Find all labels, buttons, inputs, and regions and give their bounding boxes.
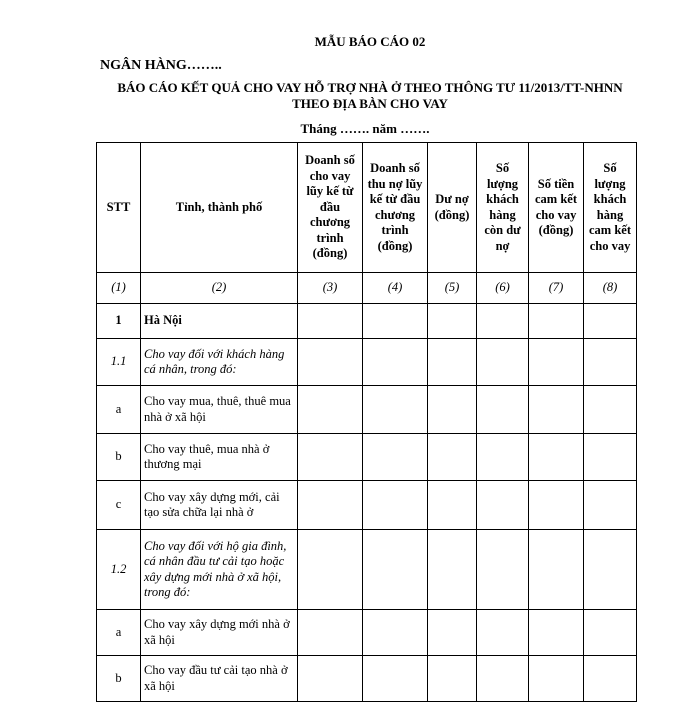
data-cell xyxy=(529,434,584,481)
data-cell xyxy=(428,386,477,434)
data-cell xyxy=(477,434,529,481)
data-cell xyxy=(477,610,529,656)
data-cell xyxy=(298,656,363,702)
data-cell xyxy=(428,339,477,386)
data-cell xyxy=(477,481,529,530)
header-province: Tỉnh, thành phố xyxy=(141,143,298,273)
data-cell xyxy=(298,481,363,530)
data-cell xyxy=(428,656,477,702)
row-name: Cho vay đối với hộ gia đình, cá nhân đầu tư cải tạo hoặc xây dựng mới nhà ở xã hội, trong đó: xyxy=(141,530,298,610)
table-row xyxy=(97,304,637,339)
report-title: BÁO CÁO KẾT QUẢ CHO VAY HỖ TRỢ NHÀ Ở THEO THÔNG TƯ 11/2013/TT-NHNN THEO ĐỊA BÀN CHO VAY xyxy=(117,80,623,111)
column-number-row xyxy=(97,273,637,304)
row-stt: 1.1 xyxy=(97,339,141,386)
col-number: (1) xyxy=(97,273,141,304)
col-number: (6) xyxy=(477,273,529,304)
row-stt: a xyxy=(97,610,141,656)
data-cell xyxy=(298,610,363,656)
row-name: Cho vay đối với khách hàng cá nhân, trong đó: xyxy=(141,339,298,386)
row-stt: a xyxy=(97,386,141,434)
header-row xyxy=(97,143,637,273)
data-cell xyxy=(298,386,363,434)
data-cell xyxy=(428,434,477,481)
row-stt: b xyxy=(97,656,141,702)
data-cell xyxy=(428,610,477,656)
data-cell xyxy=(529,304,584,339)
col-number: (2) xyxy=(141,273,298,304)
data-cell xyxy=(298,530,363,610)
col-number: (3) xyxy=(298,273,363,304)
data-cell xyxy=(428,530,477,610)
table-row xyxy=(97,386,637,434)
data-cell xyxy=(529,610,584,656)
data-cell xyxy=(477,656,529,702)
data-cell xyxy=(298,434,363,481)
data-cell xyxy=(529,530,584,610)
data-cell xyxy=(529,481,584,530)
header-debt-collection: Doanh số thu nợ lũy kế từ đầu chương trình (đồng) xyxy=(363,143,428,273)
data-cell xyxy=(477,304,529,339)
data-cell xyxy=(584,339,637,386)
data-cell xyxy=(363,339,428,386)
data-cell xyxy=(477,530,529,610)
row-stt: 1.2 xyxy=(97,530,141,610)
header-committed-amount: Số tiền cam kết cho vay (đồng) xyxy=(529,143,584,273)
report-table xyxy=(96,142,637,702)
data-cell xyxy=(584,434,637,481)
data-cell xyxy=(363,530,428,610)
header-loan-turnover: Doanh số cho vay lũy kế từ đầu chương trình (đồng) xyxy=(298,143,363,273)
table-row xyxy=(97,434,637,481)
row-name: Hà Nội xyxy=(141,304,298,339)
header-stt: STT xyxy=(97,143,141,273)
data-cell xyxy=(584,610,637,656)
data-cell xyxy=(584,656,637,702)
data-cell xyxy=(584,304,637,339)
table-row xyxy=(97,610,637,656)
table-row xyxy=(97,530,637,610)
data-cell xyxy=(529,339,584,386)
report-period: Tháng ……. năm ……. xyxy=(300,121,430,136)
header-outstanding: Dư nợ (đồng) xyxy=(428,143,477,273)
col-number: (5) xyxy=(428,273,477,304)
row-name: Cho vay xây dựng mới nhà ở xã hội xyxy=(141,610,298,656)
data-cell xyxy=(363,481,428,530)
col-number: (8) xyxy=(584,273,637,304)
row-name: Cho vay xây dựng mới, cải tạo sửa chữa lại nhà ở xyxy=(141,481,298,530)
table-row xyxy=(97,481,637,530)
data-cell xyxy=(428,481,477,530)
table-row xyxy=(97,656,637,702)
data-cell xyxy=(363,656,428,702)
col-number: (4) xyxy=(363,273,428,304)
form-code: MẪU BÁO CÁO 02 xyxy=(314,34,426,49)
col-number: (7) xyxy=(529,273,584,304)
data-cell xyxy=(584,530,637,610)
row-stt: c xyxy=(97,481,141,530)
header-committed-customers: Số lượng khách hàng cam kết cho vay xyxy=(584,143,637,273)
data-cell xyxy=(529,656,584,702)
data-cell xyxy=(584,386,637,434)
data-cell xyxy=(363,304,428,339)
data-cell xyxy=(363,434,428,481)
data-cell xyxy=(298,304,363,339)
row-name: Cho vay thuê, mua nhà ở thương mại xyxy=(141,434,298,481)
row-name: Cho vay đầu tư cải tạo nhà ở xã hội xyxy=(141,656,298,702)
data-cell xyxy=(298,339,363,386)
row-stt: 1 xyxy=(97,304,141,339)
data-cell xyxy=(363,386,428,434)
table-row xyxy=(97,339,637,386)
row-stt: b xyxy=(97,434,141,481)
data-cell xyxy=(477,386,529,434)
data-cell xyxy=(428,304,477,339)
bank-name-line: NGÂN HÀNG…….. xyxy=(100,58,222,73)
header-customers-outstanding: Số lượng khách hàng còn dư nợ xyxy=(477,143,529,273)
data-cell xyxy=(529,386,584,434)
data-cell xyxy=(477,339,529,386)
data-cell xyxy=(363,610,428,656)
row-name: Cho vay mua, thuê, thuê mua nhà ở xã hội xyxy=(141,386,298,434)
data-cell xyxy=(584,481,637,530)
